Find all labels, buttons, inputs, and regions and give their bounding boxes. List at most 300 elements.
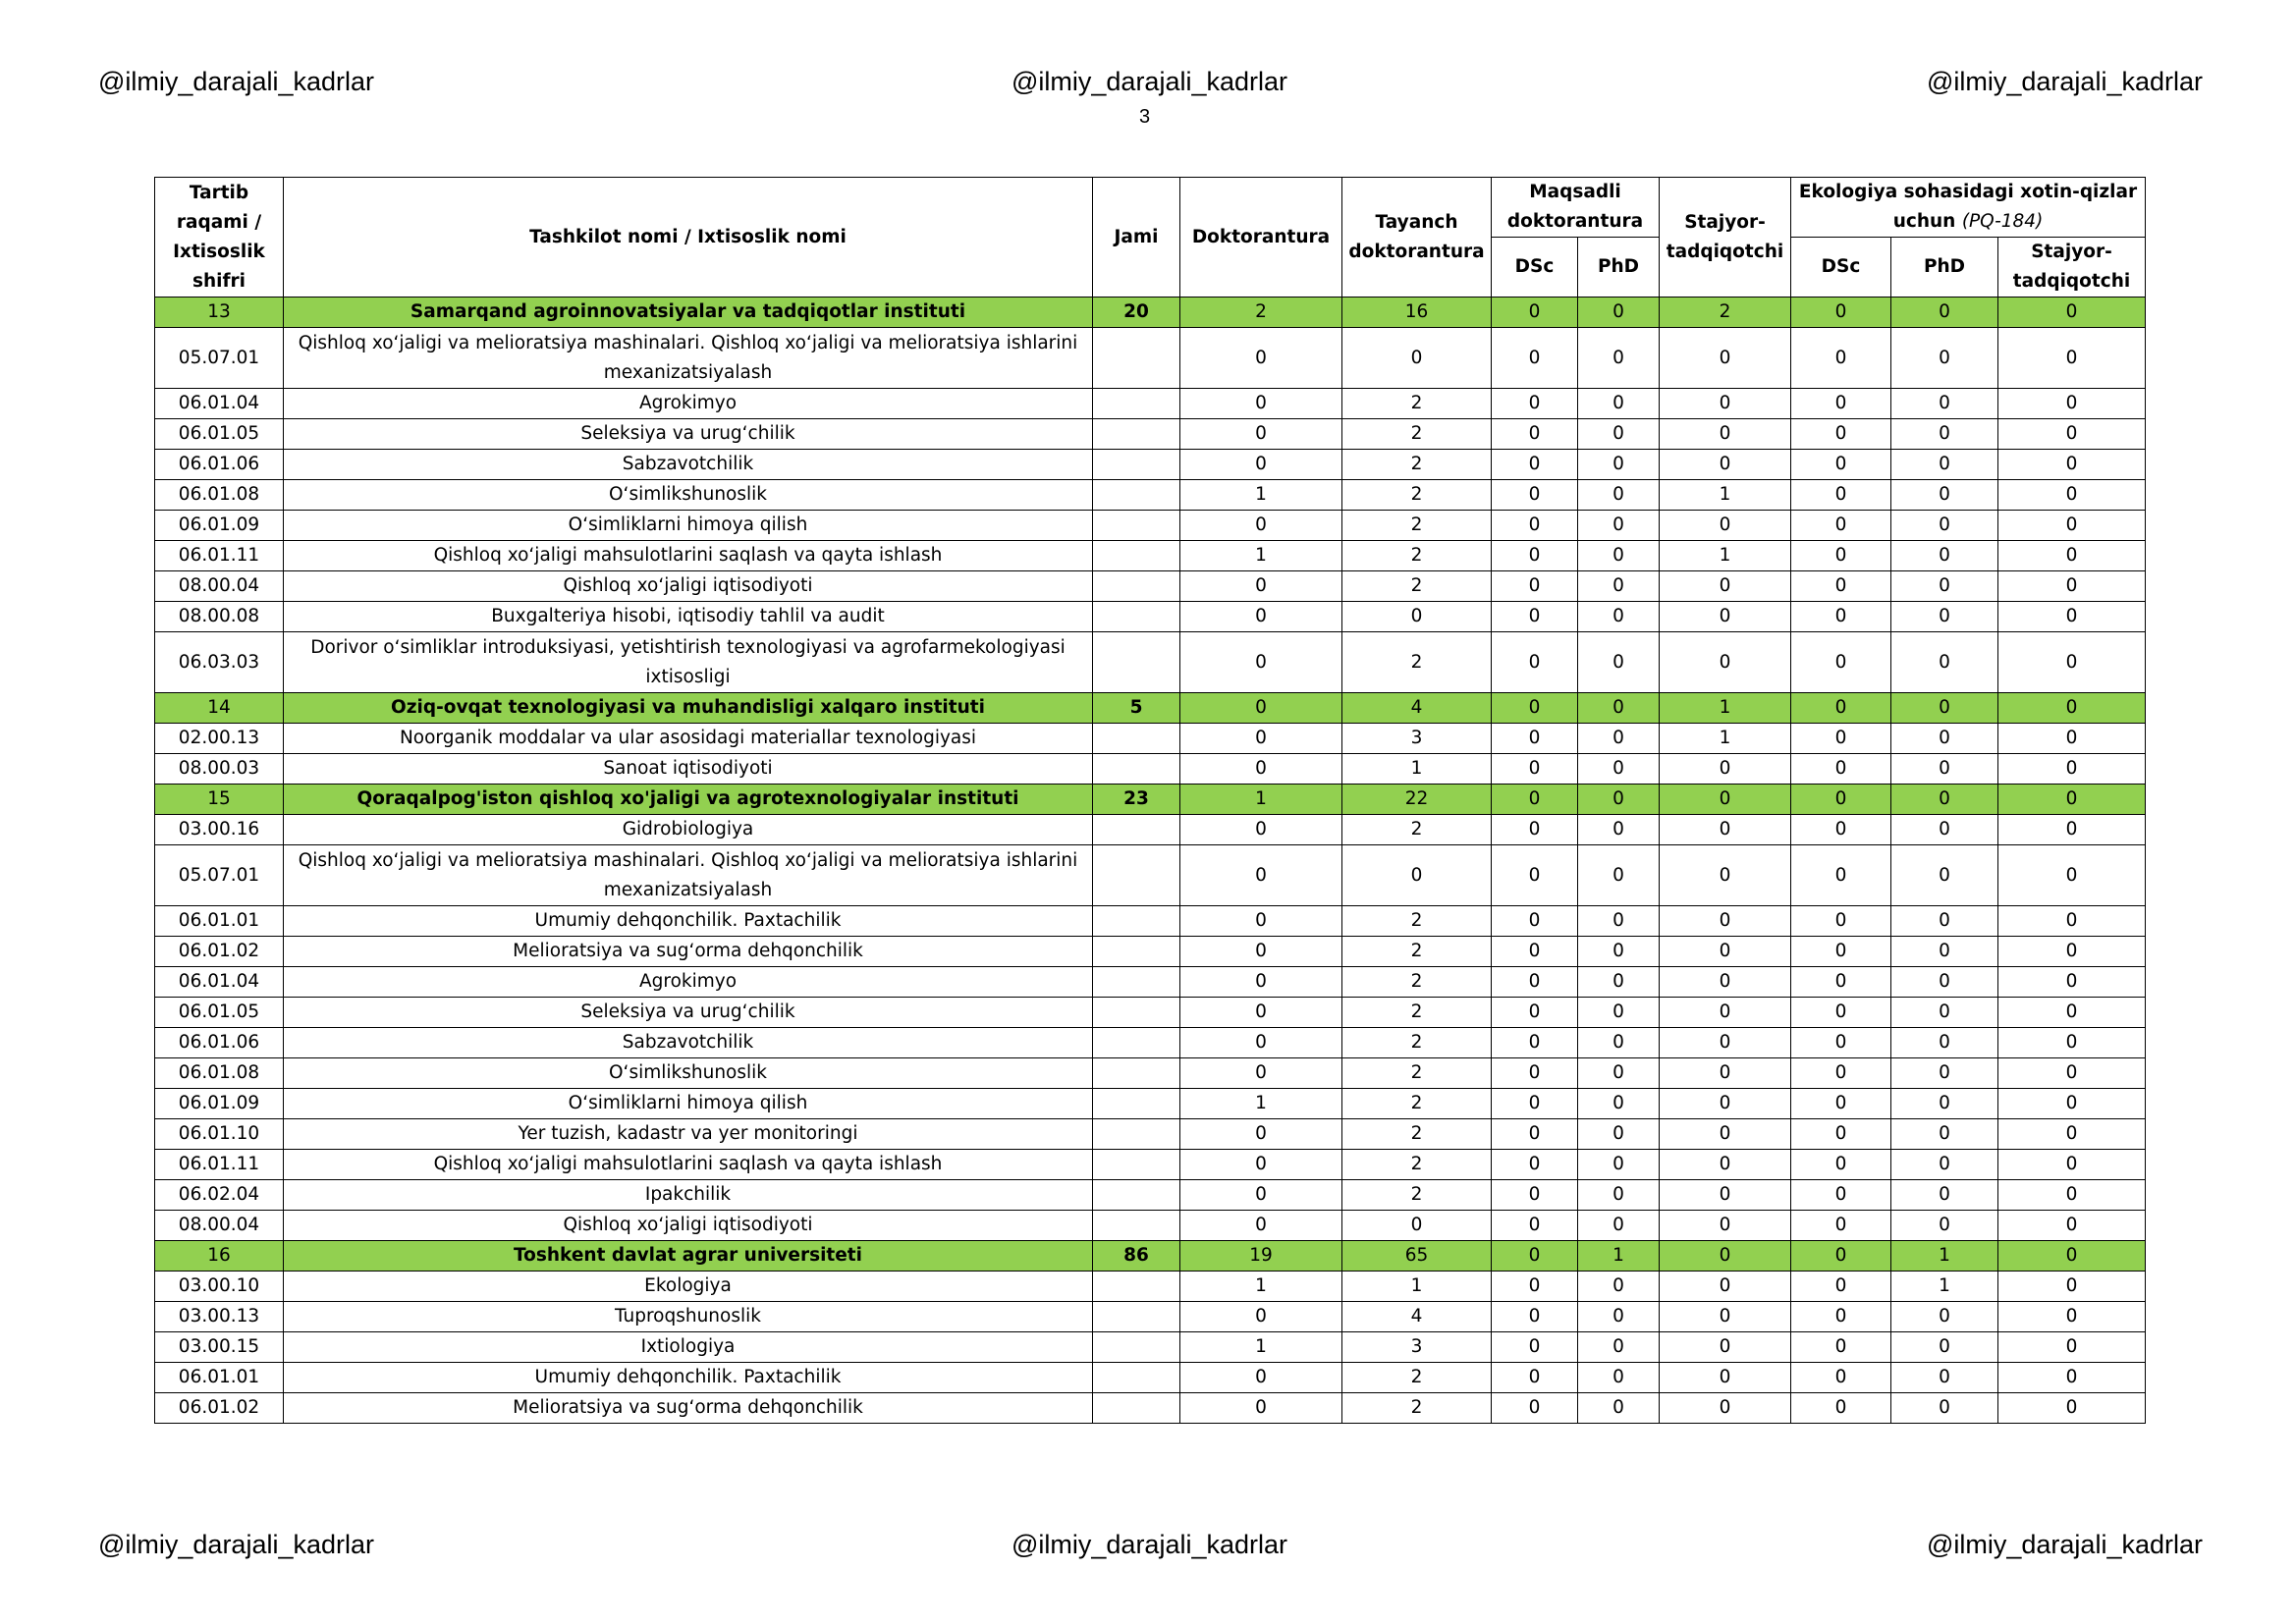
cell-jami xyxy=(1093,602,1180,632)
cell-code: 06.01.02 xyxy=(155,937,284,967)
table-row xyxy=(155,1363,2146,1393)
cell-ekologiya-phd: 0 xyxy=(1891,1393,1998,1424)
cell-ekologiya-phd: 0 xyxy=(1891,1028,1998,1058)
cell-ekologiya-dsc: 0 xyxy=(1791,1180,1891,1211)
cell-ekologiya-stajyor: 0 xyxy=(1998,815,2146,845)
cell-ekologiya-phd: 0 xyxy=(1891,693,1998,724)
cell-maqsadli-dsc: 0 xyxy=(1492,937,1578,967)
cell-maqsadli-phd: 0 xyxy=(1578,967,1660,998)
table-row xyxy=(155,906,2146,937)
table-row xyxy=(155,1028,2146,1058)
cell-ekologiya-stajyor: 0 xyxy=(1998,1089,2146,1119)
cell-ekologiya-dsc: 0 xyxy=(1791,815,1891,845)
cell-name: Melioratsiya va sugʻorma dehqonchilik xyxy=(284,937,1093,967)
cell-doktorantura: 0 xyxy=(1180,1302,1342,1332)
cell-doktorantura: 0 xyxy=(1180,998,1342,1028)
table-row xyxy=(155,724,2146,754)
cell-ekologiya-phd: 0 xyxy=(1891,1150,1998,1180)
table-row xyxy=(155,419,2146,450)
cell-ekologiya-dsc: 0 xyxy=(1791,298,1891,328)
watermark-bottom-right: @ilmiy_darajali_kadrlar xyxy=(1926,1530,2203,1559)
cell-jami xyxy=(1093,937,1180,967)
cell-tayanch: 2 xyxy=(1342,1028,1492,1058)
cell-stajyor: 0 xyxy=(1660,754,1791,785)
cell-ekologiya-phd: 0 xyxy=(1891,632,1998,693)
cell-jami: 86 xyxy=(1093,1241,1180,1272)
cell-maqsadli-phd: 0 xyxy=(1578,298,1660,328)
cell-tayanch: 0 xyxy=(1342,602,1492,632)
table-row xyxy=(155,1272,2146,1302)
cell-jami xyxy=(1093,571,1180,602)
cell-ekologiya-phd: 0 xyxy=(1891,1302,1998,1332)
cell-maqsadli-phd: 0 xyxy=(1578,937,1660,967)
cell-ekologiya-stajyor: 0 xyxy=(1998,967,2146,998)
watermark-bottom-left: @ilmiy_darajali_kadrlar xyxy=(98,1530,375,1559)
cell-ekologiya-phd: 0 xyxy=(1891,1211,1998,1241)
cell-jami xyxy=(1093,967,1180,998)
table-body xyxy=(155,298,2146,1424)
cell-code: 15 xyxy=(155,785,284,815)
table-row xyxy=(155,602,2146,632)
cell-stajyor: 0 xyxy=(1660,1211,1791,1241)
cell-ekologiya-phd: 0 xyxy=(1891,1363,1998,1393)
cell-ekologiya-stajyor: 0 xyxy=(1998,1332,2146,1363)
header-name: Tashkilot nomi / Ixtisoslik nomi xyxy=(284,178,1093,298)
cell-name: Qishloq xoʻjaligi iqtisodiyoti xyxy=(284,1211,1093,1241)
admission-quota-table xyxy=(154,177,2146,1424)
cell-tayanch: 2 xyxy=(1342,1089,1492,1119)
cell-tayanch: 2 xyxy=(1342,511,1492,541)
cell-jami xyxy=(1093,724,1180,754)
cell-ekologiya-dsc: 0 xyxy=(1791,937,1891,967)
header-ekologiya-ref: (PQ-184) xyxy=(1961,211,2044,232)
cell-ekologiya-dsc: 0 xyxy=(1791,1058,1891,1089)
cell-doktorantura: 1 xyxy=(1180,1332,1342,1363)
cell-maqsadli-dsc: 0 xyxy=(1492,511,1578,541)
cell-ekologiya-phd: 0 xyxy=(1891,815,1998,845)
cell-maqsadli-phd: 0 xyxy=(1578,815,1660,845)
cell-doktorantura: 1 xyxy=(1180,541,1342,571)
cell-jami xyxy=(1093,1089,1180,1119)
cell-tayanch: 2 xyxy=(1342,632,1492,693)
cell-maqsadli-phd: 0 xyxy=(1578,571,1660,602)
cell-ekologiya-phd: 0 xyxy=(1891,1119,1998,1150)
cell-jami xyxy=(1093,632,1180,693)
cell-name: Gidrobiologiya xyxy=(284,815,1093,845)
cell-stajyor: 0 xyxy=(1660,1272,1791,1302)
cell-stajyor: 2 xyxy=(1660,298,1791,328)
cell-code: 06.02.04 xyxy=(155,1180,284,1211)
cell-ekologiya-stajyor: 0 xyxy=(1998,328,2146,389)
cell-stajyor: 0 xyxy=(1660,1119,1791,1150)
cell-ekologiya-stajyor: 0 xyxy=(1998,937,2146,967)
cell-doktorantura: 0 xyxy=(1180,1180,1342,1211)
cell-ekologiya-phd: 0 xyxy=(1891,511,1998,541)
cell-maqsadli-dsc: 0 xyxy=(1492,754,1578,785)
table-row xyxy=(155,815,2146,845)
cell-doktorantura: 0 xyxy=(1180,571,1342,602)
cell-ekologiya-dsc: 0 xyxy=(1791,541,1891,571)
cell-ekologiya-phd: 0 xyxy=(1891,602,1998,632)
header-jami: Jami xyxy=(1093,178,1180,298)
cell-stajyor: 0 xyxy=(1660,906,1791,937)
cell-maqsadli-dsc: 0 xyxy=(1492,1241,1578,1272)
cell-maqsadli-dsc: 0 xyxy=(1492,389,1578,419)
cell-jami: 20 xyxy=(1093,298,1180,328)
cell-doktorantura: 0 xyxy=(1180,1150,1342,1180)
cell-code: 08.00.04 xyxy=(155,1211,284,1241)
cell-maqsadli-dsc: 0 xyxy=(1492,1393,1578,1424)
cell-doktorantura: 0 xyxy=(1180,1363,1342,1393)
cell-stajyor: 0 xyxy=(1660,1058,1791,1089)
cell-code: 08.00.03 xyxy=(155,754,284,785)
cell-tayanch: 2 xyxy=(1342,1119,1492,1150)
cell-tayanch: 1 xyxy=(1342,754,1492,785)
table-row xyxy=(155,754,2146,785)
cell-doktorantura: 0 xyxy=(1180,1119,1342,1150)
cell-code: 14 xyxy=(155,693,284,724)
cell-tayanch: 4 xyxy=(1342,1302,1492,1332)
cell-code: 03.00.13 xyxy=(155,1302,284,1332)
cell-maqsadli-phd: 0 xyxy=(1578,785,1660,815)
cell-stajyor: 0 xyxy=(1660,1241,1791,1272)
cell-code: 03.00.16 xyxy=(155,815,284,845)
cell-ekologiya-stajyor: 0 xyxy=(1998,724,2146,754)
cell-code: 06.01.11 xyxy=(155,1150,284,1180)
cell-maqsadli-phd: 0 xyxy=(1578,511,1660,541)
cell-jami xyxy=(1093,1211,1180,1241)
cell-tayanch: 2 xyxy=(1342,967,1492,998)
table-row xyxy=(155,571,2146,602)
cell-ekologiya-phd: 0 xyxy=(1891,998,1998,1028)
cell-name: Qishloq xoʻjaligi mahsulotlarini saqlash va qayta ishlash xyxy=(284,541,1093,571)
table-row xyxy=(155,480,2146,511)
header-ekologiya-stajyor: Stajyor-tadqiqotchi xyxy=(1998,238,2146,298)
header-maqsadli: Maqsadli doktorantura xyxy=(1492,178,1660,238)
cell-ekologiya-stajyor: 0 xyxy=(1998,998,2146,1028)
cell-ekologiya-stajyor: 0 xyxy=(1998,1363,2146,1393)
cell-maqsadli-phd: 0 xyxy=(1578,480,1660,511)
cell-jami xyxy=(1093,480,1180,511)
cell-doktorantura: 0 xyxy=(1180,419,1342,450)
cell-doktorantura: 0 xyxy=(1180,1028,1342,1058)
cell-name: Oʻsimlikshunoslik xyxy=(284,480,1093,511)
cell-maqsadli-dsc: 0 xyxy=(1492,906,1578,937)
cell-maqsadli-phd: 0 xyxy=(1578,450,1660,480)
cell-name: Ekologiya xyxy=(284,1272,1093,1302)
table-row xyxy=(155,328,2146,389)
cell-ekologiya-dsc: 0 xyxy=(1791,450,1891,480)
cell-maqsadli-dsc: 0 xyxy=(1492,480,1578,511)
cell-maqsadli-dsc: 0 xyxy=(1492,1211,1578,1241)
cell-code: 06.01.02 xyxy=(155,1393,284,1424)
cell-stajyor: 0 xyxy=(1660,419,1791,450)
cell-maqsadli-dsc: 0 xyxy=(1492,1180,1578,1211)
cell-maqsadli-phd: 0 xyxy=(1578,1119,1660,1150)
cell-ekologiya-phd: 0 xyxy=(1891,480,1998,511)
cell-maqsadli-phd: 0 xyxy=(1578,1058,1660,1089)
cell-jami xyxy=(1093,1150,1180,1180)
cell-ekologiya-phd: 0 xyxy=(1891,1058,1998,1089)
cell-ekologiya-dsc: 0 xyxy=(1791,1272,1891,1302)
cell-jami xyxy=(1093,998,1180,1028)
cell-doktorantura: 0 xyxy=(1180,693,1342,724)
cell-maqsadli-dsc: 0 xyxy=(1492,450,1578,480)
cell-maqsadli-dsc: 0 xyxy=(1492,328,1578,389)
cell-maqsadli-phd: 0 xyxy=(1578,1089,1660,1119)
cell-stajyor: 0 xyxy=(1660,785,1791,815)
cell-stajyor: 0 xyxy=(1660,1302,1791,1332)
cell-code: 06.01.05 xyxy=(155,998,284,1028)
cell-maqsadli-dsc: 0 xyxy=(1492,419,1578,450)
cell-jami: 23 xyxy=(1093,785,1180,815)
cell-maqsadli-dsc: 0 xyxy=(1492,298,1578,328)
cell-ekologiya-dsc: 0 xyxy=(1791,1028,1891,1058)
cell-jami xyxy=(1093,1302,1180,1332)
cell-maqsadli-phd: 0 xyxy=(1578,1393,1660,1424)
cell-doktorantura: 1 xyxy=(1180,785,1342,815)
cell-stajyor: 0 xyxy=(1660,602,1791,632)
cell-ekologiya-phd: 1 xyxy=(1891,1241,1998,1272)
table-row xyxy=(155,845,2146,906)
cell-tayanch: 2 xyxy=(1342,1058,1492,1089)
cell-maqsadli-dsc: 0 xyxy=(1492,602,1578,632)
cell-tayanch: 2 xyxy=(1342,389,1492,419)
page-number: 3 xyxy=(1139,106,1151,128)
organization-row xyxy=(155,785,2146,815)
cell-jami: 5 xyxy=(1093,693,1180,724)
cell-maqsadli-dsc: 0 xyxy=(1492,1119,1578,1150)
cell-code: 06.01.04 xyxy=(155,389,284,419)
cell-code: 06.03.03 xyxy=(155,632,284,693)
cell-ekologiya-stajyor: 0 xyxy=(1998,1302,2146,1332)
cell-tayanch: 0 xyxy=(1342,845,1492,906)
header-ekologiya-phd: PhD xyxy=(1891,238,1998,298)
cell-code: 06.01.05 xyxy=(155,419,284,450)
cell-doktorantura: 0 xyxy=(1180,937,1342,967)
cell-jami xyxy=(1093,1332,1180,1363)
cell-ekologiya-dsc: 0 xyxy=(1791,845,1891,906)
cell-maqsadli-phd: 0 xyxy=(1578,632,1660,693)
cell-doktorantura: 0 xyxy=(1180,815,1342,845)
cell-stajyor: 0 xyxy=(1660,1028,1791,1058)
cell-ekologiya-stajyor: 0 xyxy=(1998,1058,2146,1089)
cell-jami xyxy=(1093,419,1180,450)
cell-ekologiya-stajyor: 0 xyxy=(1998,1211,2146,1241)
cell-maqsadli-dsc: 0 xyxy=(1492,1332,1578,1363)
cell-maqsadli-dsc: 0 xyxy=(1492,1150,1578,1180)
cell-doktorantura: 0 xyxy=(1180,511,1342,541)
cell-jami xyxy=(1093,541,1180,571)
cell-maqsadli-phd: 0 xyxy=(1578,1272,1660,1302)
cell-ekologiya-stajyor: 0 xyxy=(1998,480,2146,511)
cell-ekologiya-phd: 0 xyxy=(1891,1332,1998,1363)
cell-doktorantura: 0 xyxy=(1180,1058,1342,1089)
cell-name: Qishloq xoʻjaligi iqtisodiyoti xyxy=(284,571,1093,602)
cell-ekologiya-phd: 0 xyxy=(1891,419,1998,450)
cell-ekologiya-dsc: 0 xyxy=(1791,328,1891,389)
cell-ekologiya-phd: 0 xyxy=(1891,1089,1998,1119)
cell-code: 03.00.15 xyxy=(155,1332,284,1363)
table-row xyxy=(155,1302,2146,1332)
cell-ekologiya-dsc: 0 xyxy=(1791,906,1891,937)
cell-ekologiya-stajyor: 0 xyxy=(1998,1150,2146,1180)
cell-maqsadli-phd: 0 xyxy=(1578,906,1660,937)
cell-maqsadli-phd: 0 xyxy=(1578,541,1660,571)
cell-name: Qishloq xoʻjaligi va melioratsiya mashinalari. Qishloq xoʻjaligi va melioratsiya ishlarini mexanizatsiyalash xyxy=(284,845,1093,906)
cell-name: Seleksiya va urugʻchilik xyxy=(284,998,1093,1028)
cell-ekologiya-stajyor: 0 xyxy=(1998,602,2146,632)
cell-code: 06.01.11 xyxy=(155,541,284,571)
cell-name: Ixtiologiya xyxy=(284,1332,1093,1363)
cell-jami xyxy=(1093,754,1180,785)
cell-jami xyxy=(1093,1028,1180,1058)
cell-jami xyxy=(1093,815,1180,845)
cell-jami xyxy=(1093,511,1180,541)
cell-maqsadli-dsc: 0 xyxy=(1492,632,1578,693)
cell-tayanch: 1 xyxy=(1342,1272,1492,1302)
cell-stajyor: 0 xyxy=(1660,1393,1791,1424)
cell-stajyor: 0 xyxy=(1660,1150,1791,1180)
cell-name: Qishloq xoʻjaligi va melioratsiya mashinalari. Qishloq xoʻjaligi va melioratsiya ishlarini mexanizatsiyalash xyxy=(284,328,1093,389)
cell-stajyor: 0 xyxy=(1660,632,1791,693)
cell-code: 06.01.09 xyxy=(155,511,284,541)
cell-ekologiya-phd: 0 xyxy=(1891,328,1998,389)
cell-doktorantura: 0 xyxy=(1180,724,1342,754)
cell-name: Samarqand agroinnovatsiyalar va tadqiqotlar instituti xyxy=(284,298,1093,328)
cell-code: 05.07.01 xyxy=(155,328,284,389)
cell-jami xyxy=(1093,1058,1180,1089)
cell-stajyor: 1 xyxy=(1660,480,1791,511)
cell-ekologiya-dsc: 0 xyxy=(1791,1241,1891,1272)
cell-ekologiya-stajyor: 0 xyxy=(1998,845,2146,906)
cell-ekologiya-dsc: 0 xyxy=(1791,602,1891,632)
cell-code: 06.01.01 xyxy=(155,906,284,937)
cell-maqsadli-phd: 0 xyxy=(1578,602,1660,632)
cell-doktorantura: 0 xyxy=(1180,967,1342,998)
cell-stajyor: 0 xyxy=(1660,998,1791,1028)
cell-doktorantura: 0 xyxy=(1180,632,1342,693)
cell-name: Umumiy dehqonchilik. Paxtachilik xyxy=(284,906,1093,937)
cell-stajyor: 1 xyxy=(1660,693,1791,724)
cell-tayanch: 16 xyxy=(1342,298,1492,328)
cell-jami xyxy=(1093,450,1180,480)
table-row xyxy=(155,450,2146,480)
cell-doktorantura: 19 xyxy=(1180,1241,1342,1272)
cell-name: Melioratsiya va sugʻorma dehqonchilik xyxy=(284,1393,1093,1424)
cell-ekologiya-dsc: 0 xyxy=(1791,1211,1891,1241)
cell-tayanch: 0 xyxy=(1342,328,1492,389)
cell-ekologiya-dsc: 0 xyxy=(1791,1089,1891,1119)
cell-stajyor: 0 xyxy=(1660,1089,1791,1119)
cell-doktorantura: 0 xyxy=(1180,754,1342,785)
cell-maqsadli-phd: 0 xyxy=(1578,693,1660,724)
cell-code: 08.00.08 xyxy=(155,602,284,632)
cell-maqsadli-dsc: 0 xyxy=(1492,1363,1578,1393)
cell-maqsadli-phd: 0 xyxy=(1578,1363,1660,1393)
cell-name: Oʻsimlikshunoslik xyxy=(284,1058,1093,1089)
cell-ekologiya-dsc: 0 xyxy=(1791,1363,1891,1393)
cell-ekologiya-dsc: 0 xyxy=(1791,967,1891,998)
table-row xyxy=(155,1089,2146,1119)
table-row xyxy=(155,1393,2146,1424)
table-row xyxy=(155,1332,2146,1363)
cell-ekologiya-stajyor: 0 xyxy=(1998,1272,2146,1302)
cell-tayanch: 22 xyxy=(1342,785,1492,815)
cell-stajyor: 1 xyxy=(1660,541,1791,571)
cell-name: Agrokimyo xyxy=(284,389,1093,419)
cell-maqsadli-dsc: 0 xyxy=(1492,1302,1578,1332)
cell-name: Buxgalteriya hisobi, iqtisodiy tahlil va audit xyxy=(284,602,1093,632)
cell-stajyor: 0 xyxy=(1660,967,1791,998)
cell-stajyor: 0 xyxy=(1660,389,1791,419)
table-row xyxy=(155,998,2146,1028)
cell-ekologiya-stajyor: 0 xyxy=(1998,511,2146,541)
cell-maqsadli-phd: 0 xyxy=(1578,754,1660,785)
cell-ekologiya-dsc: 0 xyxy=(1791,1332,1891,1363)
cell-ekologiya-stajyor: 0 xyxy=(1998,541,2146,571)
cell-maqsadli-phd: 0 xyxy=(1578,1150,1660,1180)
cell-stajyor: 1 xyxy=(1660,724,1791,754)
cell-name: Dorivor oʻsimliklar introduksiyasi, yetishtirish texnologiyasi va agrofarmekologiyasi ixtisosligi xyxy=(284,632,1093,693)
cell-jami xyxy=(1093,906,1180,937)
cell-doktorantura: 1 xyxy=(1180,1089,1342,1119)
cell-ekologiya-stajyor: 0 xyxy=(1998,1241,2146,1272)
cell-tayanch: 2 xyxy=(1342,1363,1492,1393)
cell-tayanch: 2 xyxy=(1342,450,1492,480)
table-row xyxy=(155,511,2146,541)
cell-maqsadli-dsc: 0 xyxy=(1492,693,1578,724)
cell-name: Tuproqshunoslik xyxy=(284,1302,1093,1332)
cell-tayanch: 3 xyxy=(1342,1332,1492,1363)
cell-ekologiya-stajyor: 0 xyxy=(1998,571,2146,602)
cell-maqsadli-dsc: 0 xyxy=(1492,541,1578,571)
table-row xyxy=(155,1211,2146,1241)
cell-code: 16 xyxy=(155,1241,284,1272)
cell-tayanch: 2 xyxy=(1342,480,1492,511)
cell-code: 06.01.04 xyxy=(155,967,284,998)
cell-maqsadli-phd: 0 xyxy=(1578,389,1660,419)
cell-stajyor: 0 xyxy=(1660,815,1791,845)
cell-ekologiya-dsc: 0 xyxy=(1791,1119,1891,1150)
cell-ekologiya-stajyor: 0 xyxy=(1998,389,2146,419)
cell-code: 06.01.01 xyxy=(155,1363,284,1393)
cell-name: Yer tuzish, kadastr va yer monitoringi xyxy=(284,1119,1093,1150)
cell-ekologiya-phd: 0 xyxy=(1891,724,1998,754)
header-code: Tartib raqami / Ixtisoslik shifri xyxy=(155,178,284,298)
header-maqsadli-phd: PhD xyxy=(1578,238,1660,298)
cell-doktorantura: 0 xyxy=(1180,450,1342,480)
cell-maqsadli-phd: 0 xyxy=(1578,845,1660,906)
cell-maqsadli-phd: 0 xyxy=(1578,419,1660,450)
cell-jami xyxy=(1093,328,1180,389)
cell-jami xyxy=(1093,1272,1180,1302)
cell-name: Oʻsimliklarni himoya qilish xyxy=(284,511,1093,541)
cell-code: 06.01.08 xyxy=(155,1058,284,1089)
cell-maqsadli-dsc: 0 xyxy=(1492,571,1578,602)
watermark-top-right: @ilmiy_darajali_kadrlar xyxy=(1926,67,2203,96)
cell-ekologiya-stajyor: 0 xyxy=(1998,906,2146,937)
cell-doktorantura: 0 xyxy=(1180,845,1342,906)
cell-name: Sabzavotchilik xyxy=(284,450,1093,480)
cell-ekologiya-phd: 1 xyxy=(1891,1272,1998,1302)
cell-tayanch: 2 xyxy=(1342,998,1492,1028)
cell-maqsadli-dsc: 0 xyxy=(1492,815,1578,845)
cell-jami xyxy=(1093,1180,1180,1211)
table-row xyxy=(155,632,2146,693)
header-tayanch: Tayanch doktorantura xyxy=(1342,178,1492,298)
cell-ekologiya-dsc: 0 xyxy=(1791,998,1891,1028)
